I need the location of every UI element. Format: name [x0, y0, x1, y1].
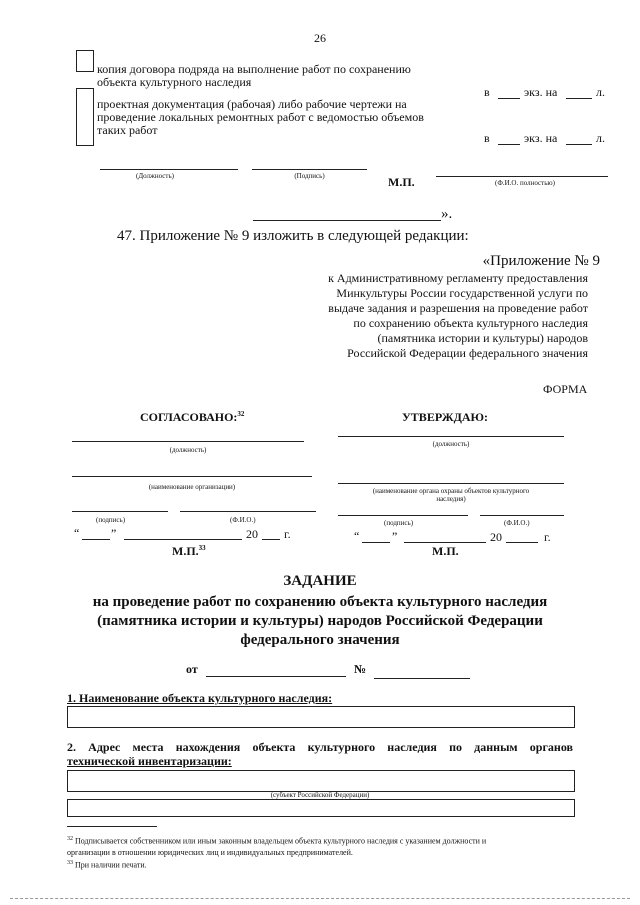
footnotes: [67, 834, 587, 870]
copies-pages-line-2[interactable]: [566, 144, 592, 145]
right-date-g: г.: [544, 530, 551, 544]
appendix-line-1: к Административному регламенту предоставления: [328, 271, 588, 285]
left-fio-line[interactable]: [180, 511, 316, 512]
sign-fio-line[interactable]: [436, 176, 608, 177]
zadanie-no: №: [354, 662, 367, 676]
appendix-line-6: Российской Федерации федерального значения: [347, 346, 588, 360]
appendix-title: «Приложение № 9: [482, 253, 600, 269]
item-contract-line2: объекта культурного наследия: [97, 75, 252, 89]
right-date-close-quote: ”: [392, 529, 398, 543]
right-signature-line[interactable]: [338, 515, 468, 516]
zadanie-number-line[interactable]: [374, 678, 470, 679]
left-date-g: г.: [284, 527, 291, 541]
left-approval-title: СОГЛАСОВАНО:$^{32}$: [140, 410, 245, 424]
right-date-open-quote: “: [354, 529, 360, 543]
sign-position-line[interactable]: [100, 169, 238, 170]
copies-ekz-2: экз. на: [524, 131, 558, 145]
right-position-line[interactable]: [338, 436, 564, 437]
copies-v-1: в: [484, 85, 490, 99]
left-mp: М.П.$^{33}$: [172, 544, 206, 558]
right-date-month-line[interactable]: [404, 542, 486, 543]
item-contract-line1: копия договора подряда на выполнение работ по сохранению: [97, 62, 411, 76]
right-org-line[interactable]: [338, 483, 564, 484]
sign-fio-label: (Ф.И.О. полностью): [495, 179, 555, 187]
copies-pages-line-1[interactable]: [566, 98, 592, 99]
footnote-separator: [67, 826, 157, 827]
right-org-label-2: наследия): [436, 495, 466, 503]
appendix-line-5: (памятника истории и культуры) народов: [377, 331, 588, 345]
zadanie-ot: от: [186, 662, 198, 676]
appendix-line-3: выдаче задания и разрешения на проведение работ: [328, 301, 588, 315]
sign-position-label: (Должность): [136, 172, 174, 180]
copies-ekz-1: экз. на: [524, 85, 558, 99]
right-position-label: (должность): [432, 440, 470, 448]
sign-signature-label: (Подпись): [294, 172, 325, 180]
left-signature-label: (подпись): [96, 516, 126, 524]
left-date-year-line[interactable]: [262, 539, 280, 540]
closing-quote: ».: [441, 206, 453, 222]
left-date-day-line[interactable]: [82, 539, 110, 540]
copies-v-2: в: [484, 131, 490, 145]
footnote-32: $^{32}$ Подписывается собственником или иным законным владельцем объекта культурного наследия с указанием должности и: [67, 836, 487, 846]
section-2-title-line1: 2. Адрес места нахождения объекта культурного наследия по данным органов: [67, 740, 573, 754]
forma-label: ФОРМА: [543, 382, 588, 396]
zadanie-date-line[interactable]: [206, 676, 346, 677]
page-bottom-edge: [10, 898, 630, 899]
left-fio-label: (Ф.И.О.): [230, 516, 256, 524]
left-position-line[interactable]: [72, 441, 304, 442]
page-number: 26: [314, 31, 326, 45]
item-47: 47. Приложение № 9 изложить в следующей редакции:: [117, 228, 469, 244]
appendix-line-2: Минкультуры России государственной услуги по: [336, 286, 588, 300]
left-date-month-line[interactable]: [124, 539, 242, 540]
right-date-year-line[interactable]: [506, 542, 538, 543]
right-fio-line[interactable]: [480, 515, 564, 516]
right-org-label-1: (наименование органа охраны объектов культурного: [372, 487, 530, 495]
section-1-title: 1. Наименование объекта культурного наследия:: [67, 691, 333, 705]
checkbox-contract[interactable]: [76, 50, 94, 72]
right-fio-label: (Ф.И.О.): [504, 519, 530, 527]
copies-count-line-2[interactable]: [498, 144, 520, 145]
left-position-label: (должность): [169, 446, 207, 454]
copies-count-line-1[interactable]: [498, 98, 520, 99]
zadanie-sub-3: федерального значения: [240, 632, 400, 648]
item-project-line3: таких работ: [97, 123, 158, 137]
right-date-day-line[interactable]: [362, 542, 390, 543]
right-signature-label: (подпись): [384, 519, 414, 527]
item-project-line1: проектная документация (рабочая) либо рабочие чертежи на: [97, 97, 407, 111]
closing-blank-line[interactable]: [253, 220, 441, 221]
zadanie-title: ЗАДАНИЕ: [283, 573, 357, 589]
address-subject-field[interactable]: [67, 770, 575, 792]
sign-mp: М.П.: [388, 175, 415, 189]
copies-l-1: л.: [596, 85, 605, 99]
footnote-33: $^{33}$ При наличии печати.: [67, 859, 147, 870]
section-2-title-line2: технической инвентаризации:: [67, 754, 232, 768]
checkbox-project-docs[interactable]: [76, 88, 94, 146]
object-name-field[interactable]: [67, 706, 575, 728]
zadanie-sub-2: (памятника истории и культуры) народов Российской Федерации: [97, 613, 543, 629]
zadanie-sub-1: на проведение работ по сохранению объекта культурного наследия: [92, 594, 548, 610]
appendix-line-4: по сохранению объекта культурного наследия: [353, 316, 588, 330]
left-date-open-quote: “: [74, 526, 80, 540]
left-date-year: 20: [246, 527, 258, 541]
copies-l-2: л.: [596, 131, 605, 145]
right-date-year: 20: [490, 530, 502, 544]
left-org-label: (наименование организации): [148, 483, 236, 491]
right-mp: М.П.: [432, 544, 459, 558]
appendix-reference: [268, 272, 588, 362]
left-date-close-quote: ”: [111, 526, 117, 540]
footnote-32-cont: организации в отношении юридических лиц и индивидуальных предпринимателей.: [67, 847, 353, 857]
left-org-line[interactable]: [72, 476, 312, 477]
right-approve-title: УТВЕРЖДАЮ:: [402, 410, 489, 424]
address-detail-field[interactable]: [67, 799, 575, 817]
sign-signature-line[interactable]: [252, 169, 367, 170]
item-project-line2: проведение локальных ремонтных работ с ведомостью объемов: [97, 110, 424, 124]
subject-label: (субъект Российской Федерации): [270, 791, 370, 799]
left-signature-line[interactable]: [72, 511, 168, 512]
